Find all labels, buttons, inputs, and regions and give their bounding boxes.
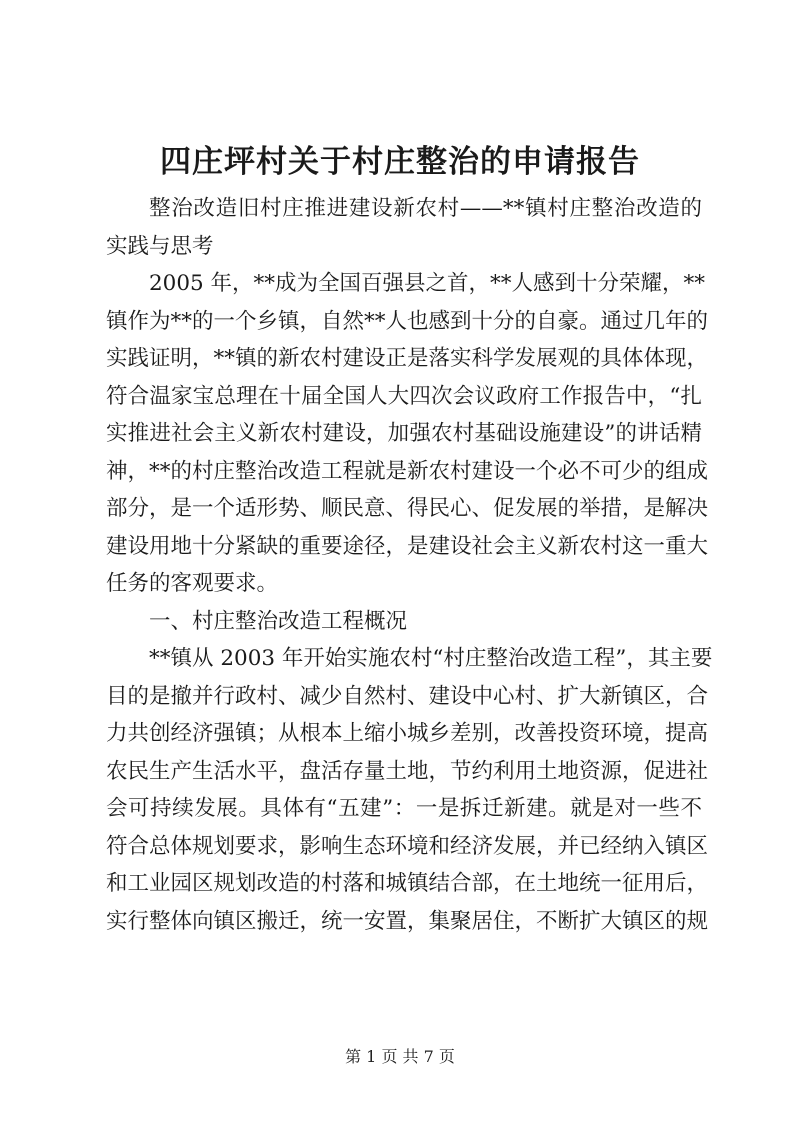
paragraph-line: 会可持续发展。具体有“五建”：一是拆迁新建。就是对一些不 xyxy=(106,796,702,821)
document-body xyxy=(106,190,713,940)
paragraph-line: **镇从 2003 年开始实施农村“村庄整治改造工程”，其主要 xyxy=(149,646,713,671)
paragraph-line: 实践证明，**镇的新农村建设正是落实科学发展观的具体体现， xyxy=(106,346,709,371)
paragraph-line: 实行整体向镇区搬迁，统一安置，集聚居住，不断扩大镇区的规 xyxy=(106,908,709,934)
paragraph-line: 建设用地十分紧缺的重要途径，是建设社会主义新农村这一重大 xyxy=(106,533,709,559)
section-heading-text: 一、村庄整治改造工程概况 xyxy=(149,608,408,634)
paragraph-line: 部分，是一个适形势、顺民意、得民心、促发展的举措，是解决 xyxy=(106,496,709,521)
paragraph-line: 目的是撤并行政村、减少自然村、建设中心村、扩大新镇区，合 xyxy=(106,683,709,709)
subtitle-line: 实践与思考 xyxy=(106,233,214,259)
paragraph-line: 任务的客观要求。 xyxy=(106,571,279,596)
paragraph-line: 力共创经济强镇；从根本上缩小城乡差别，改善投资环境，提高 xyxy=(106,721,709,746)
paragraph-line: 和工业园区规划改造的村落和城镇结合部，在土地统一征用后， xyxy=(106,871,709,896)
paragraph-line: 实推进社会主义新农村建设，加强农村基础设施建设”的讲话精 xyxy=(106,421,702,446)
paragraph-2 xyxy=(106,640,713,940)
section-heading xyxy=(106,603,702,641)
page-footer: 第 1 页 共 7 页 xyxy=(345,1047,455,1066)
paragraph-line: 符合温家宝总理在十届全国人大四次会议政府工作报告中，“扎 xyxy=(106,383,702,409)
paragraph-line: 2005 年，**成为全国百强县之首，**人感到十分荣耀，** xyxy=(149,271,706,296)
paragraph-1 xyxy=(106,265,709,603)
paragraph-line: 镇作为**的一个乡镇，自然**人也感到十分的自豪。通过几年的 xyxy=(106,308,709,334)
document-title: 四庄坪村关于村庄整治的申请报告 xyxy=(160,144,640,180)
paragraph-line: 符合总体规划要求，影响生态环境和经济发展，并已经纳入镇区 xyxy=(106,833,709,859)
subtitle-line: 整治改造旧村庄推进建设新农村——**镇村庄整治改造的 xyxy=(149,196,702,221)
paragraph-line: 农民生产生活水平，盘活存量土地，节约利用土地资源，促进社 xyxy=(106,758,709,784)
paragraph-line: 神，**的村庄整治改造工程就是新农村建设一个必不可少的组成 xyxy=(106,458,709,484)
subtitle xyxy=(106,190,702,265)
